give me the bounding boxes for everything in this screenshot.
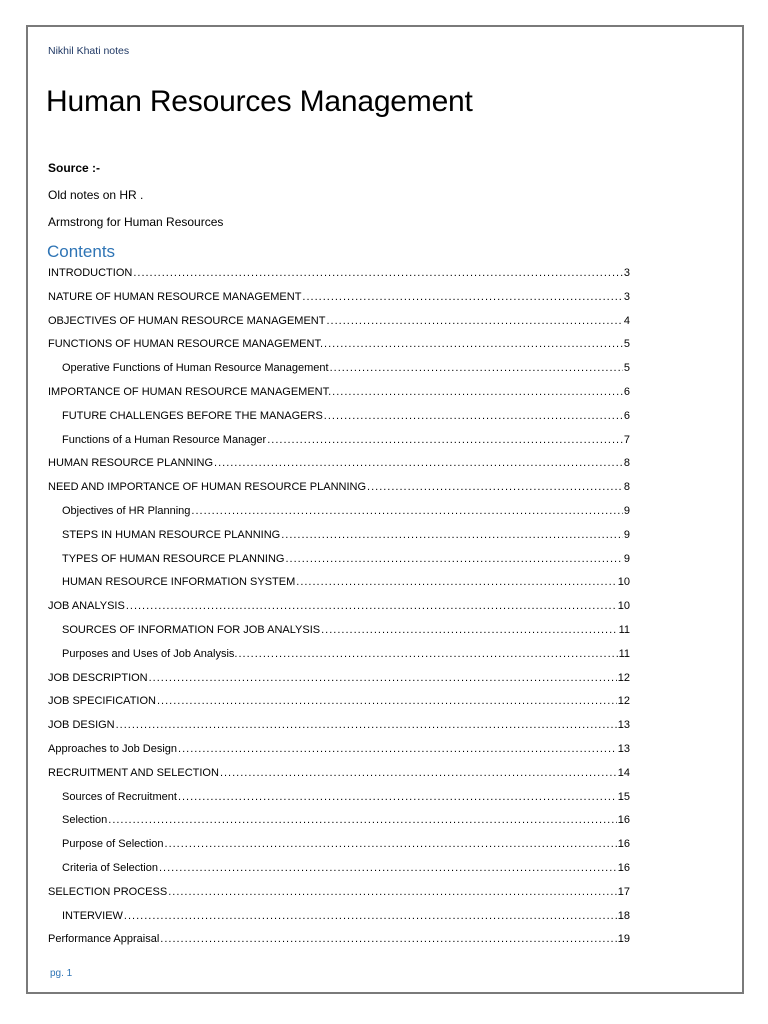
toc-dot-leader: [191, 505, 622, 517]
toc-entry-page[interactable]: 19: [617, 933, 630, 946]
toc-entry[interactable]: [48, 838, 630, 862]
toc-dot-leader: [178, 791, 617, 803]
toc-dot-leader: [168, 886, 617, 898]
document-title: Human Resources Management: [46, 85, 473, 118]
toc-entry-page[interactable]: 5: [623, 338, 630, 351]
toc-entry[interactable]: [48, 529, 630, 553]
toc-entry-title[interactable]: INTERVIEW: [62, 909, 123, 922]
toc-entry-title[interactable]: STEPS IN HUMAN RESOURCE PLANNING: [62, 528, 281, 541]
toc-dot-leader: [281, 529, 623, 541]
toc-entry-title[interactable]: Sources of Recruitment: [62, 790, 177, 803]
toc-dot-leader: [126, 600, 617, 612]
page-number: pg. 1: [50, 968, 73, 979]
toc-entry[interactable]: [48, 648, 630, 672]
toc-entry[interactable]: [48, 338, 630, 362]
toc-entry-page[interactable]: 13: [617, 742, 630, 755]
toc-entry-title[interactable]: Purposes and Uses of Job Analysis.: [62, 647, 238, 660]
toc-entry-title[interactable]: OBJECTIVES OF HUMAN RESOURCE MANAGEMENT: [48, 314, 326, 327]
toc-entry-title[interactable]: SELECTION PROCESS: [48, 885, 168, 898]
toc-dot-leader: [302, 291, 622, 303]
toc-entry-page[interactable]: 15: [617, 790, 630, 803]
header-note: Nikhil Khati notes: [48, 45, 130, 57]
toc-entry-page[interactable]: 9: [623, 552, 630, 565]
toc-entry[interactable]: [48, 719, 630, 743]
toc-dot-leader: [124, 910, 617, 922]
toc-entry-title[interactable]: IMPORTANCE OF HUMAN RESOURCE MANAGEMENT.: [48, 385, 332, 398]
toc-entry[interactable]: [48, 672, 630, 696]
toc-dot-leader: [220, 767, 617, 779]
toc-entry-title[interactable]: SOURCES OF INFORMATION FOR JOB ANALYSIS: [62, 623, 321, 636]
toc-entry-page[interactable]: 18: [617, 909, 630, 922]
toc-entry[interactable]: [48, 910, 630, 934]
toc-dot-leader: [367, 481, 623, 493]
toc-dot-leader: [330, 362, 623, 374]
toc-dot-leader: [321, 624, 617, 636]
toc-dot-leader: [149, 672, 617, 684]
toc-entry[interactable]: [48, 553, 630, 577]
toc-entry-title[interactable]: JOB ANALYSIS: [48, 600, 125, 613]
document-page: [26, 25, 744, 994]
toc-entry-page[interactable]: 10: [617, 576, 630, 589]
toc-entry-page[interactable]: 16: [617, 861, 630, 874]
toc-dot-leader: [267, 434, 623, 446]
toc-entry[interactable]: [48, 600, 630, 624]
toc-entry-page[interactable]: 10: [617, 600, 630, 613]
toc-dot-leader: [324, 410, 623, 422]
toc-entry-page[interactable]: 5: [623, 362, 630, 375]
toc-dot-leader: [108, 814, 616, 826]
toc-entry-page[interactable]: 11: [618, 647, 630, 660]
toc-entry-page[interactable]: 13: [617, 719, 630, 732]
toc-entry-page[interactable]: 4: [623, 314, 630, 327]
toc-entry-page[interactable]: 7: [623, 433, 630, 446]
toc-entry-page[interactable]: 8: [623, 481, 630, 494]
toc-entry-page[interactable]: 8: [623, 457, 630, 470]
toc-entry[interactable]: [48, 933, 630, 957]
toc-entry-page[interactable]: 11: [618, 623, 630, 636]
toc-entry-title[interactable]: FUTURE CHALLENGES BEFORE THE MANAGERS: [62, 409, 323, 422]
contents-heading: Contents: [47, 242, 116, 261]
toc-entry[interactable]: [48, 315, 630, 339]
toc-entry-page[interactable]: 12: [617, 671, 630, 684]
toc-entry[interactable]: [48, 434, 630, 458]
toc-entry-page[interactable]: 9: [623, 504, 630, 517]
table-of-contents: [48, 267, 630, 957]
source-label: Source :-: [48, 161, 101, 175]
toc-dot-leader: [116, 719, 617, 731]
toc-dot-leader: [296, 576, 616, 588]
toc-entry-title[interactable]: HUMAN RESOURCE PLANNING: [48, 457, 214, 470]
toc-entry-title[interactable]: NEED AND IMPORTANCE OF HUMAN RESOURCE PLANNING: [48, 481, 367, 494]
toc-entry[interactable]: [48, 576, 630, 600]
toc-entry-title[interactable]: FUNCTIONS OF HUMAN RESOURCE MANAGEMENT.: [48, 338, 324, 351]
toc-entry[interactable]: [48, 505, 630, 529]
source-line: Armstrong for Human Resources: [48, 215, 224, 229]
toc-dot-leader: [214, 457, 623, 469]
toc-dot-leader: [159, 862, 617, 874]
toc-dot-leader: [178, 743, 617, 755]
toc-entry[interactable]: [48, 457, 630, 481]
toc-entry[interactable]: [48, 814, 630, 838]
toc-entry-title[interactable]: Operative Functions of Human Resource Management: [62, 362, 329, 375]
toc-dot-leader: [326, 315, 622, 327]
toc-entry-title[interactable]: Objectives of HR Planning: [62, 504, 191, 517]
toc-entry-title[interactable]: JOB SPECIFICATION: [48, 695, 156, 708]
toc-entry-title[interactable]: RECRUITMENT AND SELECTION: [48, 766, 219, 779]
toc-entry-title[interactable]: Selection: [62, 814, 108, 827]
toc-entry[interactable]: [48, 767, 630, 791]
source-block: [48, 155, 223, 236]
toc-entry-title[interactable]: Purpose of Selection: [62, 838, 164, 851]
toc-entry-title[interactable]: JOB DESIGN: [48, 719, 115, 732]
toc-dot-leader: [157, 695, 617, 707]
toc-entry[interactable]: [48, 362, 630, 386]
toc-entry-page[interactable]: 14: [617, 766, 630, 779]
toc-dot-leader: [285, 553, 622, 565]
toc-entry[interactable]: [48, 743, 630, 767]
toc-entry-title[interactable]: JOB DESCRIPTION: [48, 671, 148, 684]
toc-dot-leader: [160, 933, 616, 945]
toc-entry[interactable]: [48, 695, 630, 719]
source-line: Old notes on HR .: [48, 188, 144, 202]
toc-entry[interactable]: [48, 386, 630, 410]
toc-entry[interactable]: [48, 410, 630, 434]
toc-dot-leader: [324, 338, 623, 350]
toc-entry[interactable]: [48, 481, 630, 505]
toc-dot-leader: [133, 267, 623, 279]
toc-dot-leader: [332, 386, 623, 398]
toc-entry[interactable]: [48, 862, 630, 886]
toc-entry-title[interactable]: TYPES OF HUMAN RESOURCE PLANNING: [62, 552, 285, 565]
toc-entry-title[interactable]: Functions of a Human Resource Manager: [62, 433, 267, 446]
toc-entry[interactable]: [48, 291, 630, 315]
toc-entry-title[interactable]: Performance Appraisal: [48, 933, 160, 946]
toc-dot-leader: [238, 648, 617, 660]
toc-entry-page[interactable]: 6: [623, 385, 630, 398]
toc-entry-page[interactable]: 17: [617, 885, 630, 898]
toc-entry-page[interactable]: 3: [623, 290, 630, 303]
toc-dot-leader: [165, 838, 617, 850]
toc-entry[interactable]: [48, 886, 630, 910]
toc-entry-title[interactable]: NATURE OF HUMAN RESOURCE MANAGEMENT: [48, 290, 302, 303]
toc-entry[interactable]: [48, 624, 630, 648]
toc-entry-page[interactable]: 16: [617, 814, 630, 827]
toc-entry-page[interactable]: 3: [623, 267, 630, 279]
toc-entry-page[interactable]: 9: [623, 528, 630, 541]
toc-entry-title[interactable]: HUMAN RESOURCE INFORMATION SYSTEM: [62, 576, 296, 589]
toc-entry-page[interactable]: 12: [617, 695, 630, 708]
toc-entry[interactable]: [48, 267, 630, 291]
toc-entry-page[interactable]: 16: [617, 838, 630, 851]
toc-entry-title[interactable]: INTRODUCTION: [48, 267, 133, 279]
toc-entry-title[interactable]: Approaches to Job Design: [48, 742, 178, 755]
toc-entry-title[interactable]: Criteria of Selection: [62, 861, 158, 874]
toc-entry[interactable]: [48, 791, 630, 815]
toc-entry-page[interactable]: 6: [623, 409, 630, 422]
